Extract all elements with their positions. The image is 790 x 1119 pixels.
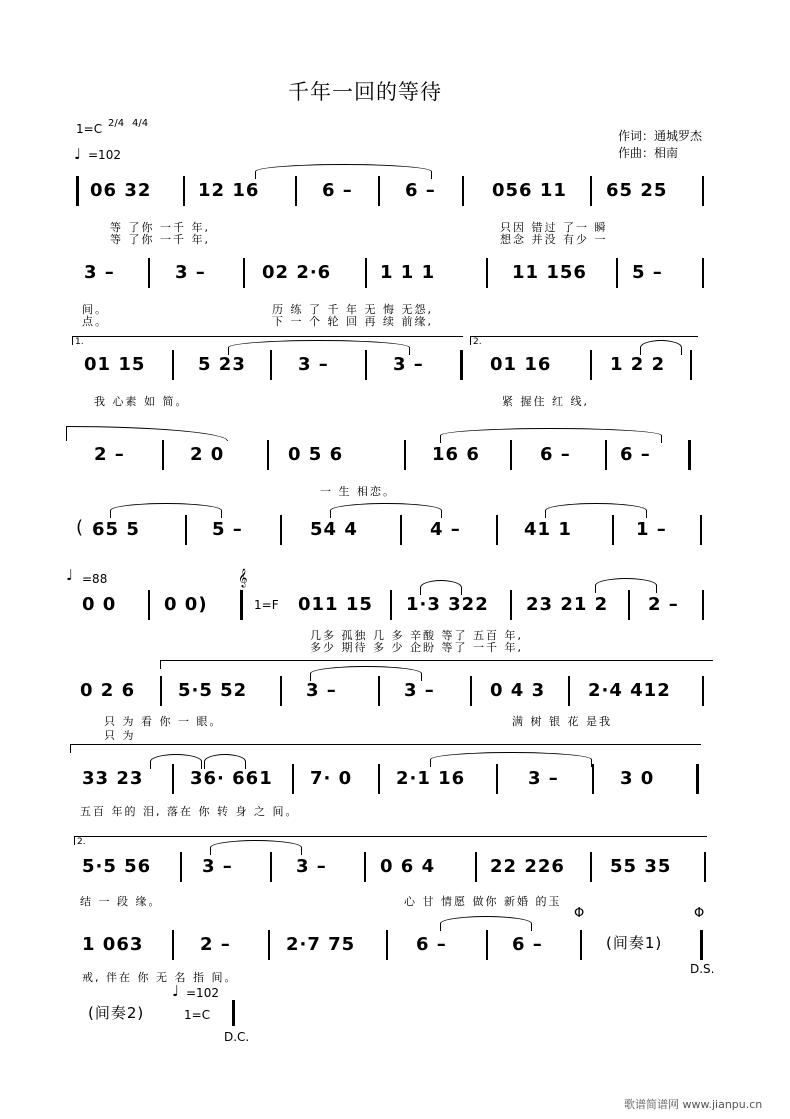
lyric-line: 只 为 看 你 一 眼。 <box>104 715 223 728</box>
measure: 0 5 6 <box>288 444 344 465</box>
measure: 01 16 <box>490 354 552 375</box>
measure: 2 – <box>648 594 679 615</box>
measure: 11 156 <box>512 262 587 283</box>
measure: 3 – <box>202 856 233 877</box>
measure: 06 32 <box>90 180 152 201</box>
coda-icon: Φ <box>574 906 585 921</box>
measure: 0 2 6 <box>80 680 136 701</box>
interlude-1: (间奏1) <box>606 934 663 952</box>
lyric-line: 戒, 伴在 你 无 名 指 间。 <box>82 971 238 984</box>
measure: 6 – <box>512 934 543 955</box>
volta-2: 2. <box>74 836 707 845</box>
measure: 5 – <box>212 519 243 540</box>
measure: 16 6 <box>432 444 480 465</box>
volta-2: 2. <box>470 336 698 345</box>
tempo-marking: =88 <box>82 572 108 586</box>
lyric-line: 下 一 个 轮 回 再 续 前缘, <box>272 315 433 328</box>
measure: 3 – <box>296 856 327 877</box>
measure: 2·7 75 <box>286 934 356 955</box>
time-signature-2: 4/4 <box>132 118 149 129</box>
open-parenthesis: ( <box>76 517 85 538</box>
measure: 41 1 <box>524 519 572 540</box>
repeat-end-barline <box>460 350 463 380</box>
lyric-line: 满 树 银 花 是我 <box>512 715 612 728</box>
repeat-start-barline <box>240 590 243 620</box>
segno-icon: 𝄞 <box>238 568 248 587</box>
measure: 3 – <box>175 262 206 283</box>
measure: 0 4 3 <box>490 680 546 701</box>
key-signature: 1=F <box>254 598 279 612</box>
staff-row <box>0 764 790 824</box>
measure: 5 – <box>632 262 663 283</box>
measure: 33 23 <box>82 768 144 789</box>
measure: 0 0 <box>82 594 117 615</box>
measure: 65 25 <box>606 180 668 201</box>
quarter-note-icon: ♩ <box>74 145 82 163</box>
staff-row <box>0 676 790 742</box>
measure: 3 – <box>393 354 424 375</box>
quarter-note-icon: ♩ <box>172 982 180 1000</box>
measure: 22 226 <box>490 856 565 877</box>
measure: 1 2 2 <box>610 354 666 375</box>
lyric-line: 等 了你 一千 年, <box>110 221 210 234</box>
measure: 54 4 <box>310 519 358 540</box>
staff-row <box>0 515 790 575</box>
ds-marking: D.S. <box>690 962 715 976</box>
tempo-marking: =102 <box>88 148 121 162</box>
song-title: 千年一回的等待 <box>288 80 442 104</box>
lyric-line: 想念 并没 有少 一 <box>500 233 608 246</box>
dc-marking: D.C. <box>224 1030 250 1044</box>
measure: 5·5 56 <box>82 856 152 877</box>
key-signature: 1=C <box>76 122 103 136</box>
measure: 4 – <box>430 519 461 540</box>
lyric-line: 间。 <box>82 303 108 316</box>
composer-credit: 作曲：相南 <box>618 146 679 160</box>
measure: 3 – <box>84 262 115 283</box>
measure: 5·5 52 <box>178 680 248 701</box>
lyric-line: 点。 <box>82 315 108 328</box>
measure: 6 – <box>416 934 447 955</box>
final-barline <box>688 440 691 470</box>
measure: 6 – <box>540 444 571 465</box>
measure: 3 – <box>298 354 329 375</box>
measure: 2 – <box>94 444 125 465</box>
lyric-line: 历 练 了 千 年 无 悔 无怨, <box>272 303 433 316</box>
measure: 3 – <box>306 680 337 701</box>
repeat-start-barline <box>76 176 79 206</box>
measure: 36· 661 <box>190 768 273 789</box>
measure: 23 21 2 <box>526 594 609 615</box>
measure: 2 – <box>200 934 231 955</box>
measure: 6 – <box>620 444 651 465</box>
measure: 1 063 <box>82 934 144 955</box>
staff-row <box>0 837 790 912</box>
repeat-end-barline <box>696 764 699 794</box>
lyricist-credit: 作词：通城罗杰 <box>618 129 703 143</box>
measure: 2 0 <box>190 444 225 465</box>
interlude-2: (间奏2) <box>88 1004 145 1022</box>
site-watermark: 歌谱简谱网 www.jianpu.cn <box>624 1098 763 1111</box>
measure: 3 0 <box>620 768 655 789</box>
staff-row <box>0 337 790 410</box>
lyric-line: 一 生 相恋。 <box>320 485 396 498</box>
measure: 65 5 <box>92 519 140 540</box>
measure: 0 6 4 <box>380 856 436 877</box>
staff-row <box>0 906 790 990</box>
measure: 056 11 <box>492 180 567 201</box>
measure: 011 15 <box>298 594 373 615</box>
measure: 55 35 <box>610 856 672 877</box>
staff-row <box>0 258 790 318</box>
measure: 1 – <box>636 519 667 540</box>
measure: 01 15 <box>84 354 146 375</box>
tempo-marking: =102 <box>186 986 219 1000</box>
measure: 0 0) <box>164 594 208 615</box>
lyric-line: 几多 孤独 几 多 辛酸 等了 五百 年, <box>310 629 523 642</box>
key-signature: 1=C <box>184 1008 211 1022</box>
measure: 1·3 322 <box>406 594 489 615</box>
volta-1: 1. <box>72 336 463 345</box>
lyric-line: 多少 期待 多 少 企盼 等了 一千 年, <box>310 641 523 654</box>
volta-1 <box>160 660 713 669</box>
measure: 3 – <box>528 768 559 789</box>
lyric-line: 五百 年的 泪, 落在 你 转 身 之 间。 <box>80 805 299 818</box>
measure: 02 2·6 <box>262 262 332 283</box>
time-signature-1: 2/4 <box>108 118 125 129</box>
measure: 3 – <box>404 680 435 701</box>
lyric-line: 紧 握住 红 线, <box>502 395 589 408</box>
measure: 2·4 412 <box>588 680 671 701</box>
lyric-line: 心 甘 情愿 做你 新婚 的玉 <box>404 895 562 908</box>
measure: 12 16 <box>198 180 260 201</box>
lyric-line: 只因 错过 了一 瞬 <box>500 221 608 234</box>
final-barline <box>232 1000 235 1026</box>
measure: 6 – <box>322 180 353 201</box>
staff-row <box>0 440 790 500</box>
lyric-line: 我 心素 如 简。 <box>94 395 189 408</box>
lyric-line: 等 了你 一千 年, <box>110 233 210 246</box>
final-barline <box>700 930 703 960</box>
measure: 2·1 16 <box>396 768 466 789</box>
lyric-line: 结 一 段 缘。 <box>80 895 162 908</box>
coda-icon: Φ <box>694 906 705 921</box>
quarter-note-icon: ♩ <box>66 566 74 584</box>
staff-row <box>0 176 790 236</box>
measure: 7· 0 <box>310 768 353 789</box>
lyric-line: 只 为 <box>104 729 136 742</box>
measure: 1 1 1 <box>380 262 436 283</box>
measure: 6 – <box>405 180 436 201</box>
measure: 5 23 <box>198 354 246 375</box>
